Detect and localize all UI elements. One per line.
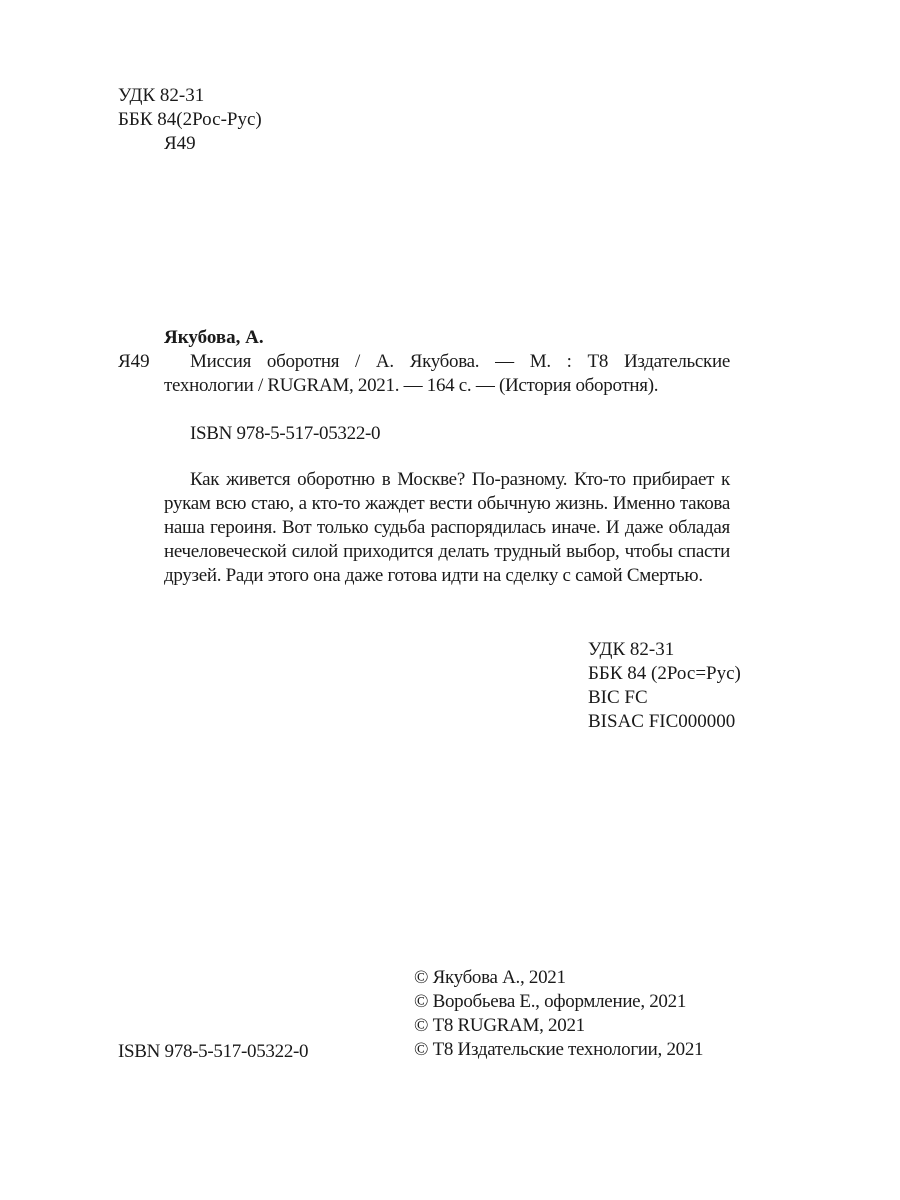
copyright-block — [414, 966, 703, 1062]
bbk-code-right: ББК 84 (2Рос=Рус) — [588, 663, 741, 684]
record-isbn: ISBN 978-5-517-05322-0 — [190, 423, 381, 444]
bibliographic-record — [164, 350, 730, 398]
copyright-line: © Т8 Издательские технологии, 2021 — [414, 1039, 704, 1060]
author-sign-code: Я49 — [164, 133, 196, 154]
bottom-isbn: ISBN 978-5-517-05322-0 — [118, 1041, 309, 1062]
bbk-code: ББК 84(2Рос-Рус) — [118, 109, 262, 130]
bic-code: BIC FC — [588, 687, 648, 708]
record-title-line: Миссия оборотня / А. Якубова. — М. : Т8 Издательские — [190, 351, 730, 372]
copyright-line: © Якубова А., 2021 — [414, 967, 566, 988]
record-author: Якубова, А. — [164, 327, 264, 348]
copyright-line: © Воробьева Е., оформление, 2021 — [414, 991, 687, 1012]
right-classification-block — [588, 638, 741, 734]
udk-code-right: УДК 82-31 — [588, 639, 675, 660]
record-side-code: Я49 — [118, 351, 150, 372]
copyright-line: © Т8 RUGRAM, 2021 — [414, 1015, 585, 1036]
udk-code: УДК 82-31 — [118, 85, 205, 106]
record-publisher-line: технологии / RUGRAM, 2021. — 164 с. — (История оборотня). — [164, 375, 659, 396]
annotation-paragraph: Как живется оборотню в Москве? По-разному. Кто-то прибирает к рукам всю стаю, а кто-то жаждет вести обычную жизнь. Именно такова наша героиня. Вот только судьба распорядилась иначе. И даже обладая нечеловеческой силой приходится делать трудный выбор, чтобы спасти друзей. Ради этого она даже готова идти на сделку с самой Смертью. — [164, 469, 730, 586]
bisac-code: BISAC FIC000000 — [588, 711, 736, 732]
